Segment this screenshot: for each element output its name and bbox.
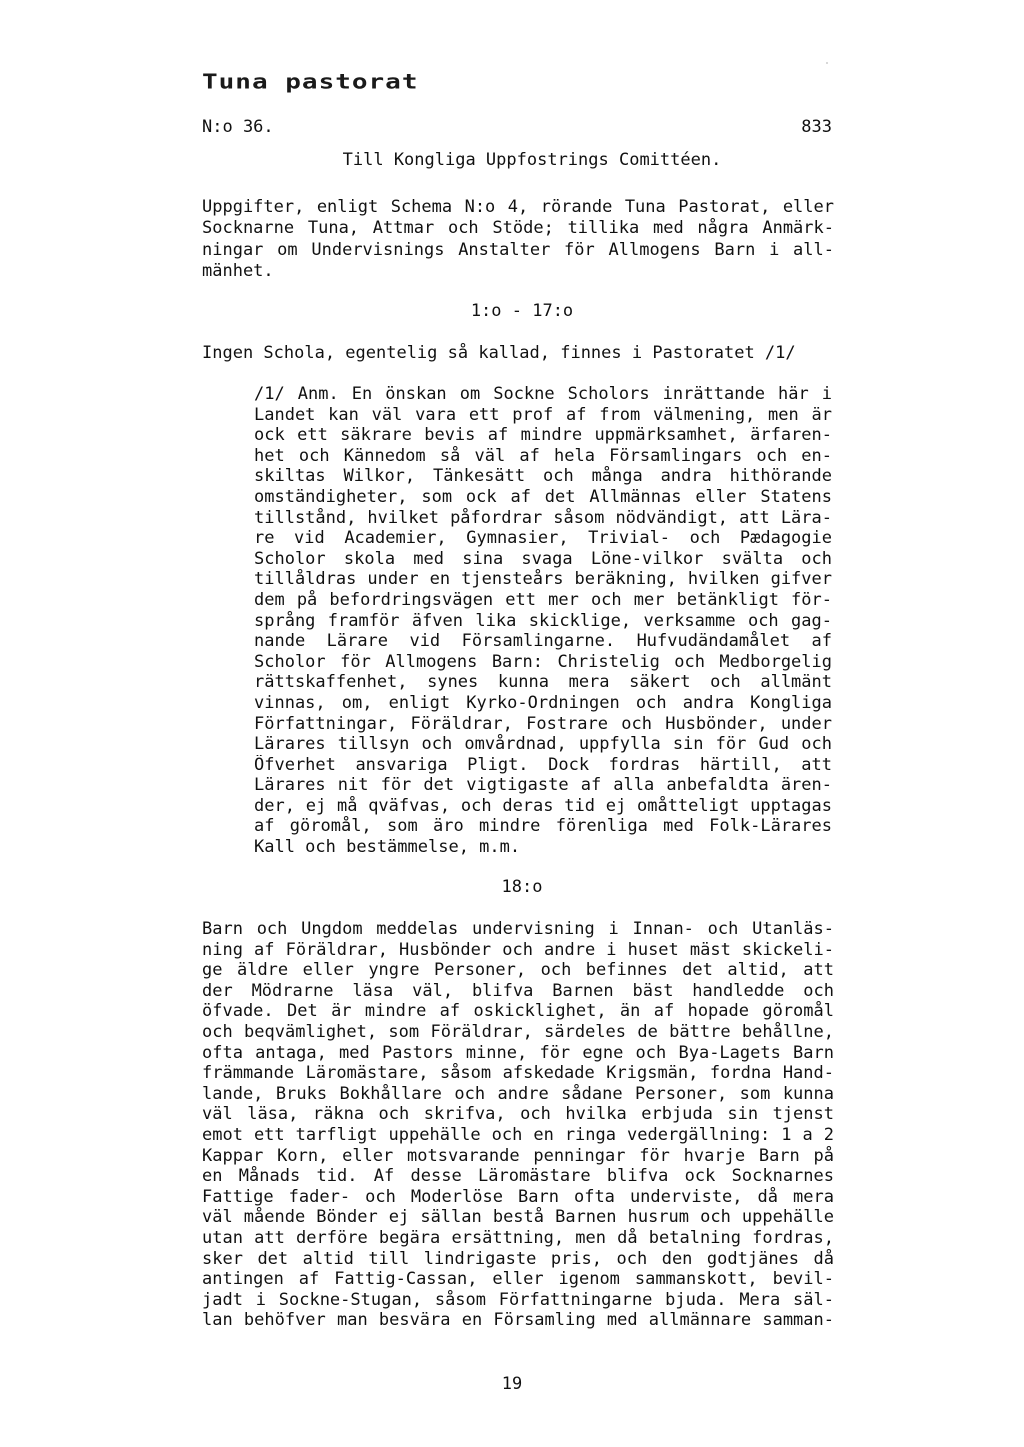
page-number-top: 833 bbox=[801, 117, 832, 137]
footnote-line: Scholor skola med sina svaga Löne-vilkor svälta och bbox=[254, 548, 832, 569]
body-line: Barn och Ungdom meddelas undervisning i Innan- och Utanläs- bbox=[202, 919, 834, 939]
footnote-line: re vid Academier, Gymnasier, Trivial- och Pædagogie bbox=[254, 528, 832, 549]
footnote-line: Lärares tillsyn och omvårdnad, uppfylla sin för Gud och bbox=[254, 734, 832, 755]
section-heading-18: 18:o bbox=[501, 877, 543, 897]
footnote-line: skiltas Wilkor, Tänkesätt och många andra hithörande bbox=[254, 466, 832, 487]
section-statement: Ingen Schola, egentelig så kallad, finnes i Pastoratet /1/ bbox=[202, 343, 796, 363]
body-line: Fattige fader- och Moderlöse Barn ofta underviste, då mera bbox=[202, 1186, 834, 1207]
body-line: främmande Läromästare, såsom afskedade Krigsmän, fordna Hand- bbox=[202, 1063, 834, 1084]
addressee-text: Till Kongliga Uppfostrings Comittéen. bbox=[342, 150, 722, 170]
footnote-line: Lärares nit för det vigtigaste af alla anbefaldta ären- bbox=[254, 775, 832, 796]
body-line: en Månads tid. Af desse Läromästare blifva ock Socknarnes bbox=[202, 1166, 834, 1187]
footnote-line: Scholor för Allmogens Barn: Christelig och Medborgelig bbox=[254, 651, 832, 672]
body-line: jadt i Sockne-Stugan, såsom Författningarne bjuda. Mera säl- bbox=[202, 1289, 834, 1310]
body-line: väl läsa, räkna och skrifva, och hvilka erbjuda sin tjenst bbox=[202, 1104, 834, 1125]
footnote-line: vinnas, om, enligt Kyrko-Ordningen och andra Kongliga bbox=[254, 692, 832, 713]
body-line: öfvade. Det är mindre af oskicklighet, än af hopade göromål bbox=[202, 1001, 834, 1022]
footnote-line: ock ett säkrare bevis af mindre uppmärksamhet, ärfaren- bbox=[254, 425, 832, 446]
footnote-line: Landet kan väl vara ett prof af from välmening, men är bbox=[254, 404, 832, 425]
section-18-paragraph bbox=[202, 919, 834, 1331]
document-number: N:o 36. bbox=[202, 117, 274, 137]
footnote-line: nande Lärare vid Församlingarne. Hufvudändamålet af bbox=[254, 631, 832, 652]
footnote-line: tillstånd, hvilket påfordrar såsom nödvändigt, att Lära- bbox=[254, 507, 832, 528]
body-line: lan behöfver man besvära en Församling med allmännare samman- bbox=[202, 1310, 834, 1331]
intro-line: Uppgifter, enligt Schema N:o 4, rörande Tuna Pastorat, eller bbox=[202, 197, 834, 217]
body-line: väl mående Bönder ej sällan bestå Barnen husrum och uppehälle bbox=[202, 1207, 834, 1228]
intro-line: ningar om Undervisnings Anstalter för Allmogens Barn i all- bbox=[202, 239, 834, 260]
footnote-line: der, ej må qväfvas, och deras tid ej omåtteligt upptagas bbox=[254, 795, 832, 816]
footnote-line: rättskaffenhet, synes kunna mera säkert och allmänt bbox=[254, 672, 832, 693]
footnote-line: /1/ Anm. En önskan om Sockne Scholors inrättande här i bbox=[254, 384, 832, 404]
body-line: utan att derföre begära ersättning, men då betalning fordras, bbox=[202, 1227, 834, 1248]
body-line: Kappar Korn, eller motsvarande penningar för hvarje Barn på bbox=[202, 1145, 834, 1166]
footnote-line: dem på befordringsvägen ett mer och mer betänkligt för- bbox=[254, 589, 832, 610]
footnote-paragraph bbox=[254, 384, 832, 858]
body-line: och beqvämlighet, som Föräldrar, särdeles de bättre behållne, bbox=[202, 1021, 834, 1042]
footnote-line: het och Kännedom så väl af hela Församlingars och en- bbox=[254, 445, 832, 466]
scan-speck bbox=[826, 62, 828, 64]
footnote-line: Öfverhet ansvariga Pligt. Dock fordras härtill, att bbox=[254, 754, 832, 775]
intro-line: mänhet. bbox=[202, 261, 274, 282]
footnote-line: omständigheter, som ock af det Allmännas eller Statens bbox=[254, 486, 832, 507]
footnote-line: af göromål, som äro mindre förenliga med Folk-Lärares bbox=[254, 816, 832, 837]
footnote-line: tillåldras under en tjensteårs beräkning, hvilken gifver bbox=[254, 569, 832, 590]
footer-page-number: 19 bbox=[501, 1374, 523, 1394]
body-line: ofta antaga, med Pastors minne, för egne och Bya-Lagets Barn bbox=[202, 1042, 834, 1063]
body-line: sker det altid till lindrigaste pris, och den godtjänes då bbox=[202, 1248, 834, 1269]
footnote-line: Författningar, Föräldrar, Fostrare och Husbönder, under bbox=[254, 713, 832, 734]
intro-paragraph bbox=[202, 197, 834, 283]
page-footer bbox=[0, 1374, 1024, 1394]
body-line: ge äldre eller yngre Personer, och befinnes det altid, att bbox=[202, 960, 834, 981]
intro-line: Socknarne Tuna, Attmar och Stöde; tillika med några Anmärk- bbox=[202, 218, 834, 239]
body-line: antingen af Fattig-Cassan, eller igenom sammanskott, bevil- bbox=[202, 1269, 834, 1290]
footnote-line: Kall och bestämmelse, m.m. bbox=[254, 837, 521, 858]
footnote-line: språng framför äfven lika skicklige, verksamme och gag- bbox=[254, 610, 832, 631]
body-line: ning af Föräldrar, Husbönder och andre i huset mäst skickeli- bbox=[202, 939, 834, 960]
archive-title: Tuna pastorat bbox=[202, 70, 419, 94]
section-heading-1-17: 1:o - 17:o bbox=[470, 301, 574, 321]
body-line: der Mödrarne läsa väl, blifva Barnen bäst handledde och bbox=[202, 980, 834, 1001]
body-line: emot ett tarfligt uppehälle och en ringa vedergällning: 1 a 2 bbox=[202, 1124, 834, 1145]
body-line: lande, Bruks Bokhållare och andre sådane Personer, som kunna bbox=[202, 1083, 834, 1104]
addressee-line bbox=[0, 150, 1024, 170]
